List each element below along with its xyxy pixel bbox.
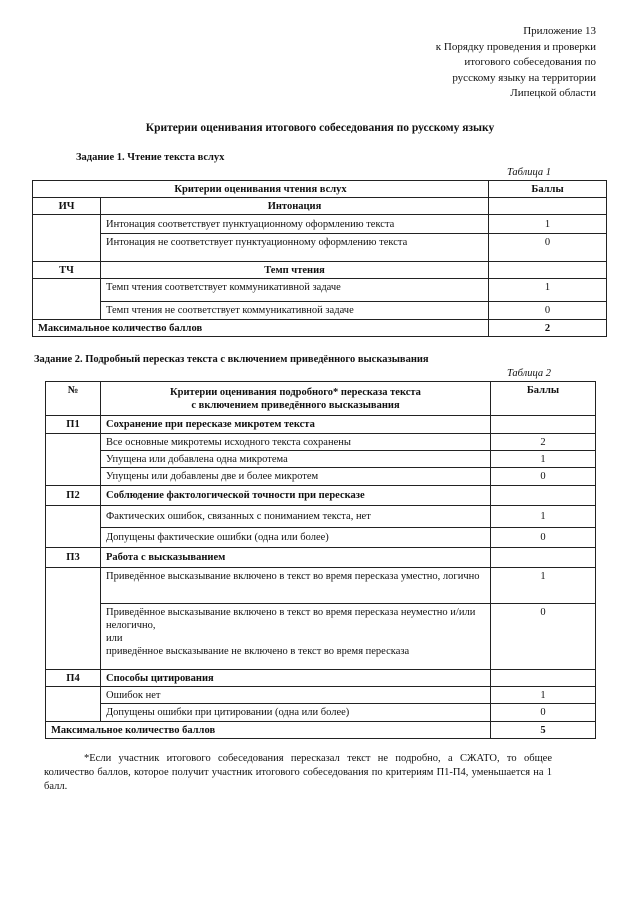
criterion-text: Допущены ошибки при цитировании (одна или более): [101, 704, 491, 722]
code-spacer: [33, 279, 101, 320]
criterion-name: Способы цитирования: [101, 670, 491, 687]
task2-table: [45, 381, 596, 739]
group-row: [46, 416, 596, 434]
group-row: [33, 198, 607, 215]
task1-caption: Таблица 1: [506, 167, 551, 178]
points-cell: 2: [491, 434, 596, 451]
table-header-row: [33, 181, 607, 198]
points-cell: [491, 416, 596, 434]
header-criteria: Критерии оценивания чтения вслух: [33, 181, 489, 198]
points-cell: 1: [491, 568, 596, 604]
task1-heading: Задание 1. Чтение текста вслух: [76, 152, 225, 163]
appendix-block: [436, 24, 596, 102]
header-points: Баллы: [489, 181, 607, 198]
code-spacer: [46, 687, 101, 722]
header-criteria: [101, 382, 491, 416]
code-spacer: [46, 506, 101, 548]
criterion-text: [101, 604, 491, 670]
criterion-code: П2: [46, 486, 101, 506]
criterion-code: П4: [46, 670, 101, 687]
points-cell: [489, 198, 607, 215]
criterion-name: Соблюдение фактологической точности при пересказе: [101, 486, 491, 506]
points-cell: 0: [491, 528, 596, 548]
appendix-line: Липецкой области: [510, 87, 596, 99]
header-points: Баллы: [491, 382, 596, 416]
max-label: Максимальное количество баллов: [33, 320, 489, 337]
criterion-text: Все основные микротемы исходного текста сохранены: [101, 434, 491, 451]
code-spacer: [46, 434, 101, 486]
table-header-row: [46, 382, 596, 416]
points-cell: 0: [491, 604, 596, 670]
criterion-name: Темп чтения: [101, 262, 489, 279]
criterion-text: Приведённое высказывание включено в текст во время пересказа уместно, логично: [101, 568, 491, 604]
appendix-line: русскому языку на территории: [452, 71, 596, 84]
table-row: [33, 234, 607, 262]
footnote: [44, 752, 552, 794]
points-cell: 0: [491, 468, 596, 486]
table-row: [33, 302, 607, 320]
max-row: [33, 320, 607, 337]
criterion-text-line: приведённое высказывание не включено в текст во время пересказа: [106, 646, 410, 657]
points-cell: 1: [491, 451, 596, 468]
criterion-text: Допущены фактические ошибки (одна или более): [101, 528, 491, 548]
points-cell: 0: [491, 704, 596, 722]
criterion-name: Сохранение при пересказе микротем текста: [101, 416, 491, 434]
points-cell: 1: [491, 506, 596, 528]
points-cell: 0: [489, 302, 607, 320]
points-cell: [491, 670, 596, 687]
footnote-text: *Если участник итогового собеседования пересказал текст не подробно, а СЖАТО, то общее количество баллов, которое получит участник итогового собеседования по критериям П1-П4, уменьшается на 1 балл.: [44, 753, 552, 792]
points-cell: 1: [491, 687, 596, 704]
criterion-text: Фактических ошибок, связанных с пониманием текста, нет: [101, 506, 491, 528]
header-criteria-line: Критерии оценивания подробного* пересказа текста: [170, 386, 421, 398]
table-row: [46, 604, 596, 670]
table-row: [46, 434, 596, 451]
max-value: 5: [491, 722, 596, 739]
task1-table: [32, 180, 607, 337]
appendix-line: итогового собеседования по: [464, 56, 596, 68]
criterion-text: Темп чтения соответствует коммуникативной задаче: [101, 279, 489, 302]
header-number: №: [46, 382, 101, 416]
group-row: [46, 486, 596, 506]
criterion-code: ИЧ: [33, 198, 101, 215]
points-cell: [491, 548, 596, 568]
points-cell: [491, 486, 596, 506]
criterion-text: Интонация соответствует пунктуационному оформлению текста: [101, 215, 489, 234]
points-cell: [489, 262, 607, 279]
table-row: [46, 568, 596, 604]
criterion-text-line: Приведённое высказывание включено в текст во время пересказа неуместно и/или нелогично,: [106, 607, 476, 631]
table-row: [33, 279, 607, 302]
table-row: [33, 215, 607, 234]
code-spacer: [46, 568, 101, 670]
table-row: [46, 704, 596, 722]
appendix-line: к Порядку проведения и проверки: [435, 40, 596, 53]
points-cell: 1: [489, 279, 607, 302]
criterion-text: Интонация не соответствует пунктуационному оформлению текста: [101, 234, 489, 262]
code-spacer: [33, 215, 101, 262]
group-row: [33, 262, 607, 279]
group-row: [46, 670, 596, 687]
criterion-name: Работа с высказыванием: [101, 548, 491, 568]
max-row: [46, 722, 596, 739]
document-title: Критерии оценивания итогового собеседования по русскому языку: [145, 122, 495, 134]
table-row: [46, 451, 596, 468]
criterion-text: Ошибок нет: [101, 687, 491, 704]
max-label: Максимальное количество баллов: [46, 722, 491, 739]
criterion-text-line: или: [106, 633, 123, 644]
task2-heading: Задание 2. Подробный пересказ текста с включением приведённого высказывания: [34, 354, 429, 365]
criterion-text: Темп чтения не соответствует коммуникативной задаче: [101, 302, 489, 320]
criterion-text: Упущены или добавлены две и более микротем: [101, 468, 491, 486]
criterion-text: Упущена или добавлена одна микротема: [101, 451, 491, 468]
table-row: [46, 687, 596, 704]
table-row: [46, 506, 596, 528]
table-row: [46, 528, 596, 548]
task2-caption: Таблица 2: [506, 368, 551, 379]
appendix-line: Приложение 13: [523, 25, 596, 37]
max-value: 2: [489, 320, 607, 337]
criterion-code: П3: [46, 548, 101, 568]
points-cell: 0: [489, 234, 607, 262]
group-row: [46, 548, 596, 568]
table-row: [46, 468, 596, 486]
criterion-code: ТЧ: [33, 262, 101, 279]
points-cell: 1: [489, 215, 607, 234]
header-criteria-line: с включением приведённого высказывания: [191, 399, 400, 411]
criterion-name: Интонация: [101, 198, 489, 215]
criterion-code: П1: [46, 416, 101, 434]
